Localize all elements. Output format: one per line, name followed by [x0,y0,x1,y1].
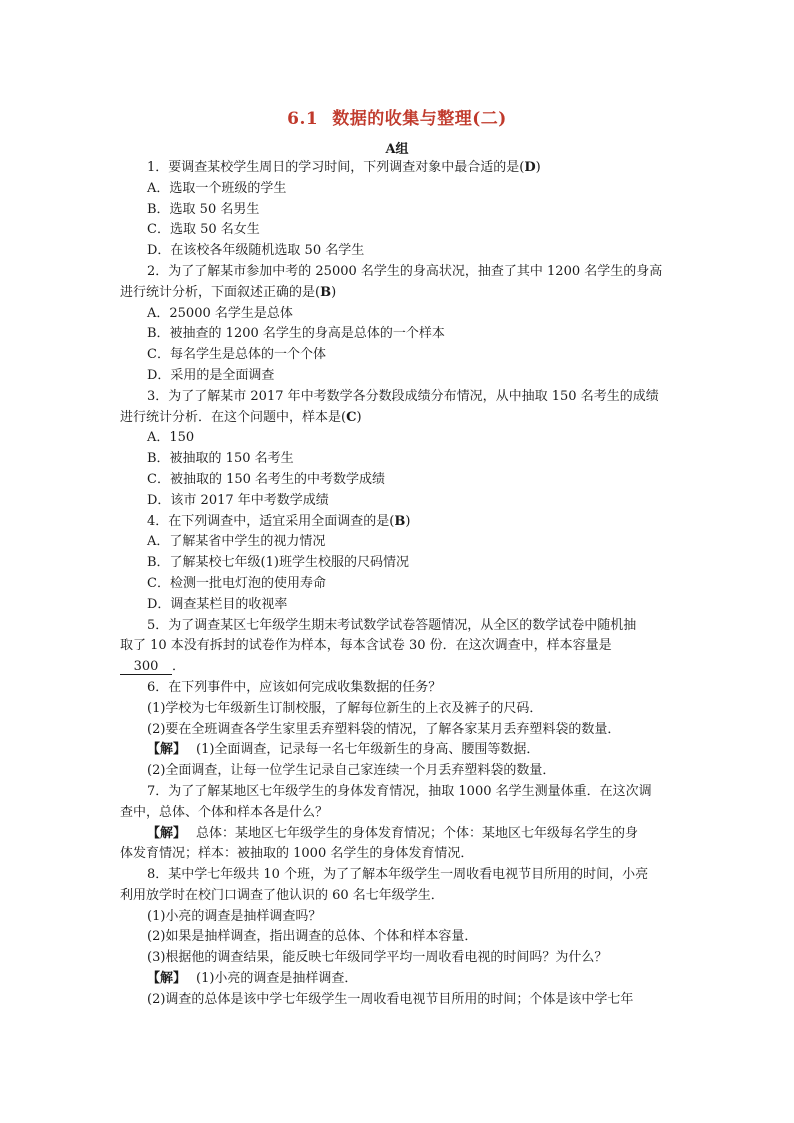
question-3-answer: C [346,409,357,425]
question-6-solution-1 [120,740,676,761]
solution-text: 总体：某地区七年级学生的身体发育情况；个体：某地区七年级每名学生的身 [196,825,639,841]
question-5-answer-blank: 300 [120,660,172,675]
solution-text: (1)全面调查，记录每一名七年级新生的身高、腰围等数据． [196,742,540,758]
question-2-option-d: D．采用的是全面调查 [147,367,275,383]
question-2-option-c: C．每名学生是总体的一个个体 [147,347,326,363]
paren-close: ) [405,513,411,529]
question-3-option-d: D．该市 2017 年中考数学成绩 [147,492,329,508]
solution-label: 【解】 [147,971,187,987]
question-1-option-c: C．选取 50 名女生 [147,222,260,238]
question-6-solution-2: (2)全面调查，让每一位学生记录自己家连续一个月丢弃塑料袋的数量． [147,763,556,779]
question-3-stem-line2 [120,408,676,429]
question-8-solution-1 [120,969,676,990]
solution-label: 【解】 [147,825,187,841]
section-number: 6.1 [287,109,319,129]
question-8-line2: 利用放学时在校门口调查了他认识的 60 名七年级学生． [120,887,444,903]
question-text: 进行统计分析，下面叙述正确的是( [120,284,321,300]
period: ． [172,659,186,675]
question-4-stem [120,512,676,533]
question-7-solution-line1 [120,824,676,845]
question-4-option-b: B．了解某校七年级(1)班学生校服的尺码情况 [147,555,409,571]
solution-label: 【解】 [147,742,187,758]
question-text: 4．在下列调查中，适宜采用全面调查的是( [147,513,395,529]
paren-close: ) [535,160,541,175]
question-4-answer: B [394,513,406,529]
question-2-stem-line2 [120,283,676,304]
question-8-item-3: (3)根据他的调查结果，能反映七年级同学平均一周收看电视的时间吗？为什么？ [147,950,608,966]
question-8-line1: 8．某中学七年级共 10 个班，为了了解本年级学生一周收看电视节目所用的时间，小亮 [147,867,649,883]
question-8-solution-2: (2)调查的总体是该中学七年级学生一周收看电视节目所用的时间；个体是该中学七年 [147,991,634,1007]
question-8-item-2: (2)如果是抽样调查，指出调查的总体、个体和样本容量． [147,929,478,945]
question-5-answer-line [120,657,676,678]
question-4-option-a: A．了解某省中学生的视力情况 [147,534,326,550]
question-1-option-b: B．选取 50 名男生 [147,201,260,217]
question-2-option-b: B．被抽查的 1200 名学生的身高是总体的一个样本 [147,326,445,342]
page-title [0,104,794,129]
question-6-stem: 6．在下列事件中，应该如何完成收集数据的任务？ [147,679,442,695]
question-6-item-1: (1)学校为七年级新生订制校服，了解每位新生的上衣及裤子的尺码． [147,700,543,716]
question-4-option-c: C．检测一批电灯泡的使用寿命 [147,575,326,591]
paren-close: ) [356,409,362,425]
question-6-item-2: (2)要在全班调查各学生家里丢弃塑料袋的情况，了解各家某月丢弃塑料袋的数量． [147,721,621,737]
question-1-stem [120,158,676,179]
question-3-option-b: B．被抽取的 150 名考生 [147,451,294,467]
section-title: 数据的收集与整理(二) [332,109,507,129]
question-list [120,158,676,1011]
question-text: 1．要调查某校学生周日的学习时间，下列调查对象中最合适的是( [147,160,525,175]
question-3-option-c: C．被抽取的 150 名考生的中考数学成绩 [147,471,386,487]
question-8-item-1: (1)小亮的调查是抽样调查吗？ [147,908,322,924]
question-1-answer: D [524,160,536,175]
question-2-option-a: A．25000 名学生是总体 [147,305,293,321]
question-3-stem-line1: 3．为了了解某市 2017 年中考数学各分数段成绩分布情况，从中抽取 150 名考生的成绩 [147,388,659,404]
question-1-option-a: A．选取一个班级的学生 [147,180,287,196]
question-7-line2: 查中，总体、个体和样本各是什么？ [120,804,329,820]
question-5-line2: 取了 10 本没有拆封的试卷作为样本，每本含试卷 30 份．在这次调查中，样本容量是 [120,638,612,654]
question-1-option-d: D．在该校各年级随机选取 50 名学生 [147,243,365,259]
question-7-line1: 7．为了了解某地区七年级学生的身体发育情况，抽取 1000 名学生测量体重．在这次调 [147,783,652,799]
question-2-answer: B [320,284,332,300]
solution-text: (1)小亮的调查是抽样调查． [196,971,358,987]
paren-close: ) [331,284,337,300]
question-3-option-a: A．150 [147,430,195,446]
question-2-stem-line1: 2．为了了解某市参加中考的 25000 名学生的身高状况，抽查了其中 1200 名学生的身高 [147,263,663,279]
question-4-option-d: D．调查某栏目的收视率 [147,596,288,612]
group-label: A组 [385,142,409,157]
question-7-solution-line2: 体发育情况；样本：被抽取的 1000 名学生的身体发育情况． [120,846,474,862]
question-text: 进行统计分析．在这个问题中，样本是( [120,409,347,425]
question-5-line1: 5．为了调查某区七年级学生期末考试数学试卷答题情况，从全区的数学试卷中随机抽 [147,617,637,633]
